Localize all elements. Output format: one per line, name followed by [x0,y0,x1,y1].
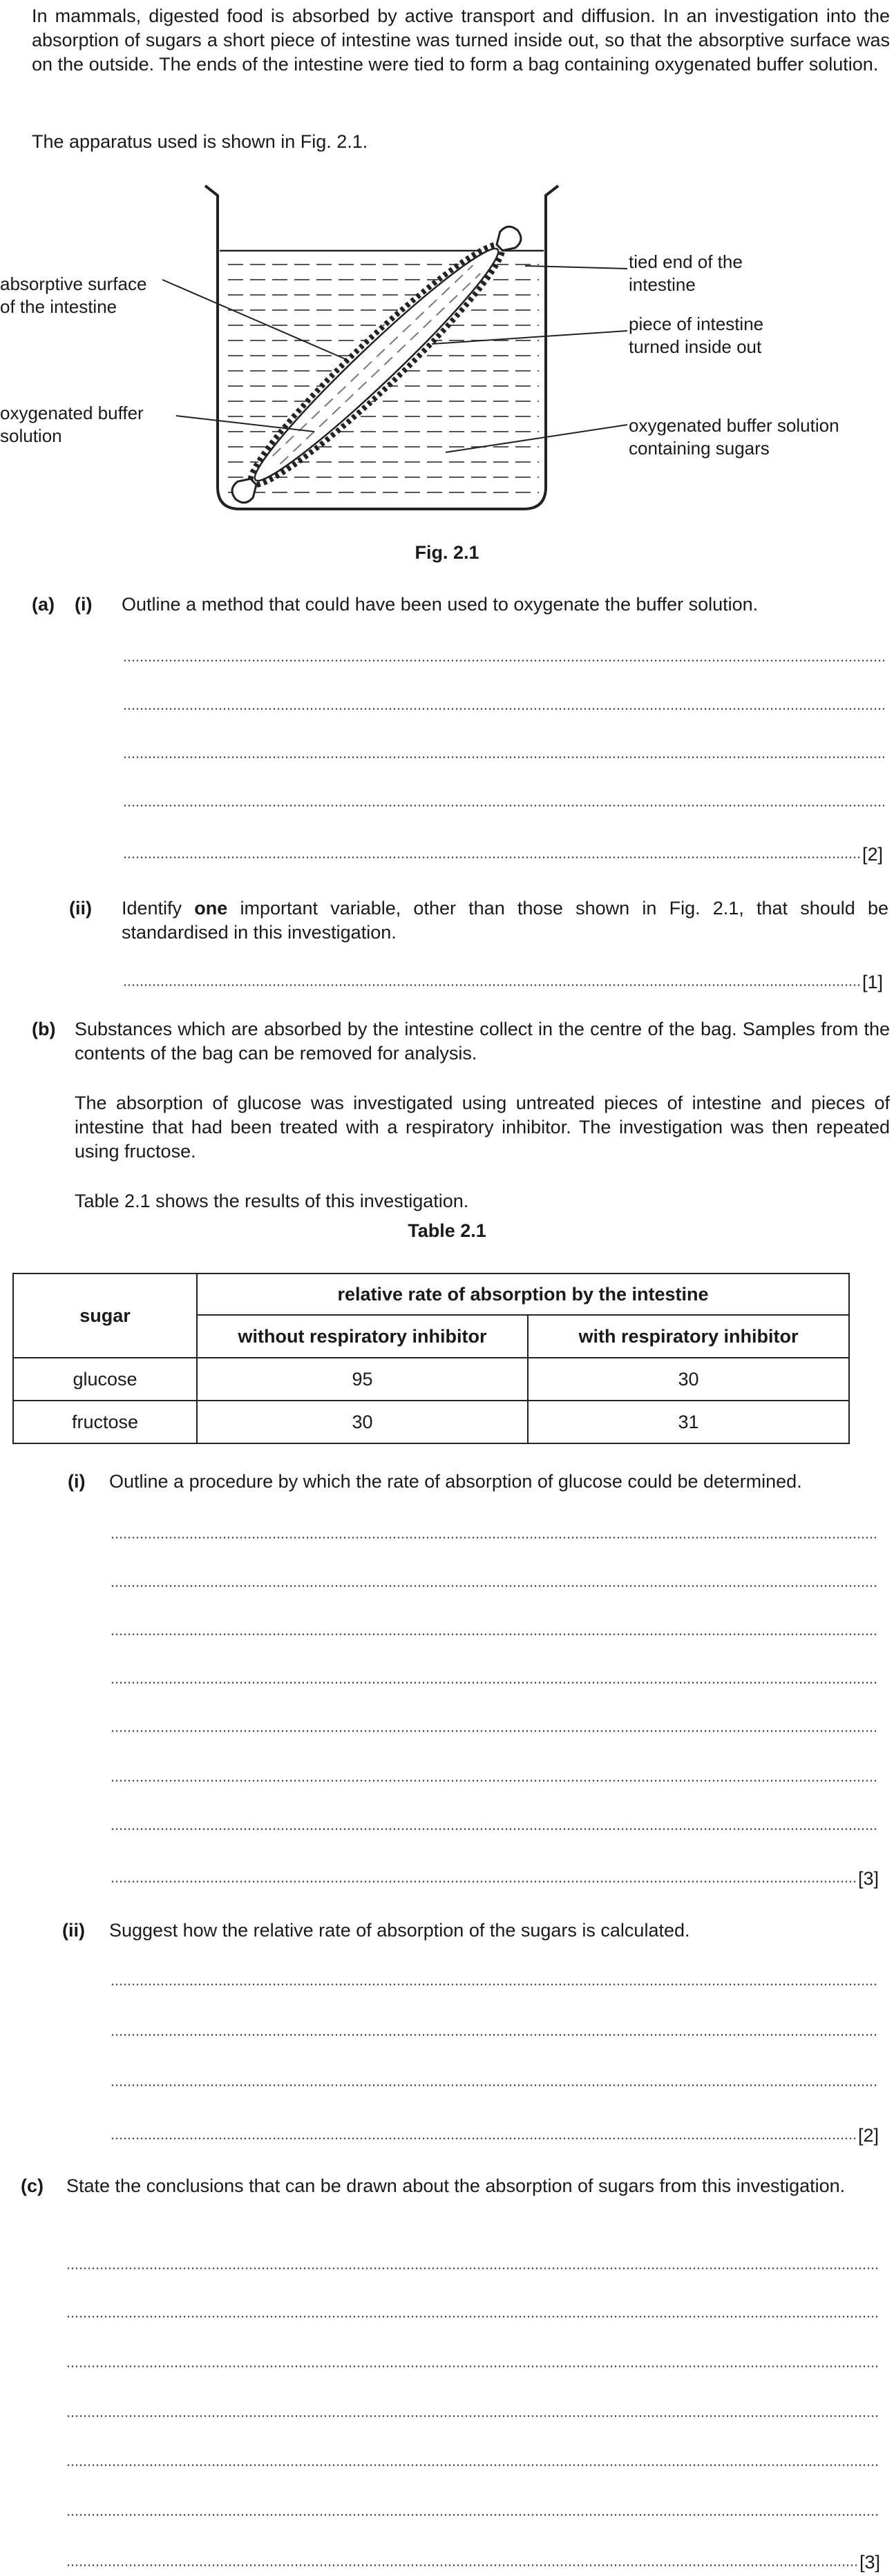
label-buffer-containing-sugars: oxygenated buffer solution containing sugars [629,415,839,459]
cell-without: 95 [197,1358,528,1401]
answer-line[interactable] [111,2137,857,2140]
table-row [13,1358,849,1401]
header-without-inhibitor: without respiratory inhibitor [197,1315,528,1358]
part-a-label: (a) [32,594,55,615]
label-tied-end: tied end of the intestine [629,251,743,295]
answer-line[interactable] [66,2316,879,2318]
answer-line[interactable] [123,984,861,986]
answer-line[interactable] [111,1633,877,1635]
answer-line[interactable] [66,2365,879,2367]
answer-line[interactable] [66,2415,879,2417]
cell-with: 30 [528,1358,849,1401]
header-relative-rate: relative rate of absorption by the intestine [197,1273,849,1315]
answer-line[interactable] [66,2514,879,2516]
cell-with: 31 [528,1401,849,1443]
marks-c: [3] [859,2552,881,2573]
part-c-question: State the conclusions that can be drawn about the absorption of sugars from this investigation. [66,2175,846,2196]
answer-line[interactable] [111,1881,857,1883]
part-a-i-question: Outline a method that could have been used to oxygenate the buffer solution. [122,594,759,615]
header-with-inhibitor: with respiratory inhibitor [528,1315,849,1358]
part-b-i-label: (i) [68,1471,86,1492]
answer-line[interactable] [111,1682,877,1684]
answer-line[interactable] [66,2564,858,2566]
answer-line[interactable] [66,2464,879,2466]
label-piece-of-intestine: piece of intestine turned inside out [629,314,764,357]
answer-line[interactable] [123,660,884,662]
part-b-paragraph-3: Table 2.1 shows the results of this investigation. [75,1191,469,1211]
header-sugar: sugar [13,1273,197,1358]
cell-sugar: glucose [13,1358,197,1401]
part-a-i-label: (i) [75,594,93,615]
results-table [12,1273,850,1444]
answer-line[interactable] [111,1780,877,1782]
answer-line[interactable] [111,2034,877,2036]
answer-line[interactable] [111,1585,877,1587]
part-b-paragraph-1: Substances which are absorbed by the intestine collect in the centre of the bag. Samples from the contents of the bag can be removed for analysis. [75,1019,890,1064]
part-b-ii-question: Suggest how the relative rate of absorption of the sugars is calculated. [109,1920,690,1941]
marks-a-ii: [1] [862,972,884,992]
part-a-ii-question: Identify one important variable, other than those shown in Fig. 2.1, that should be standardised in this investigation. [122,898,888,943]
part-b-ii-label: (ii) [62,1920,85,1941]
answer-line[interactable] [111,1730,877,1732]
figure-caption: Fig. 2.1 [415,542,479,563]
answer-line[interactable] [111,2084,877,2086]
answer-line[interactable] [111,1983,877,1986]
table-title: Table 2.1 [408,1220,486,1241]
marks-b-i: [3] [858,1868,879,1889]
intro-figure-reference: The apparatus used is shown in Fig. 2.1. [32,131,368,152]
part-a-ii-label: (ii) [69,898,92,919]
intestine-bag [219,213,533,516]
answer-line[interactable] [123,756,884,758]
label-oxygenated-buffer: oxygenated buffer solution [0,403,144,446]
answer-line[interactable] [123,856,861,858]
cell-without: 30 [197,1401,528,1443]
answer-line[interactable] [66,2267,879,2269]
marks-b-ii: [2] [858,2125,879,2146]
answer-line[interactable] [123,708,884,710]
marks-a-i: [2] [862,844,884,865]
answer-line[interactable] [123,805,884,807]
cell-sugar: fructose [13,1401,197,1443]
label-absorptive-surface: absorptive surface of the intestine [0,273,147,317]
answer-line[interactable] [111,1537,877,1539]
part-b-i-question: Outline a procedure by which the rate of absorption of glucose could be determined. [109,1471,802,1492]
intro-paragraph: In mammals, digested food is absorbed by active transport and diffusion. In an investigation into the absorption of sugars a short piece of intestine was turned inside out, so that the absorptive surface was on the outside. The ends of the intestine were tied to form a bag containing oxygenated buffer solution. [32,6,890,75]
table-row [13,1401,849,1443]
part-b-paragraph-2: The absorption of glucose was investigated using untreated pieces of intestine and pieces of intestine that had been treated with a respiratory inhibitor. The investigation was then repeated using fructose. [75,1093,890,1162]
part-b-label: (b) [32,1019,56,1039]
answer-line[interactable] [111,1828,877,1830]
part-c-label: (c) [21,2175,44,2196]
